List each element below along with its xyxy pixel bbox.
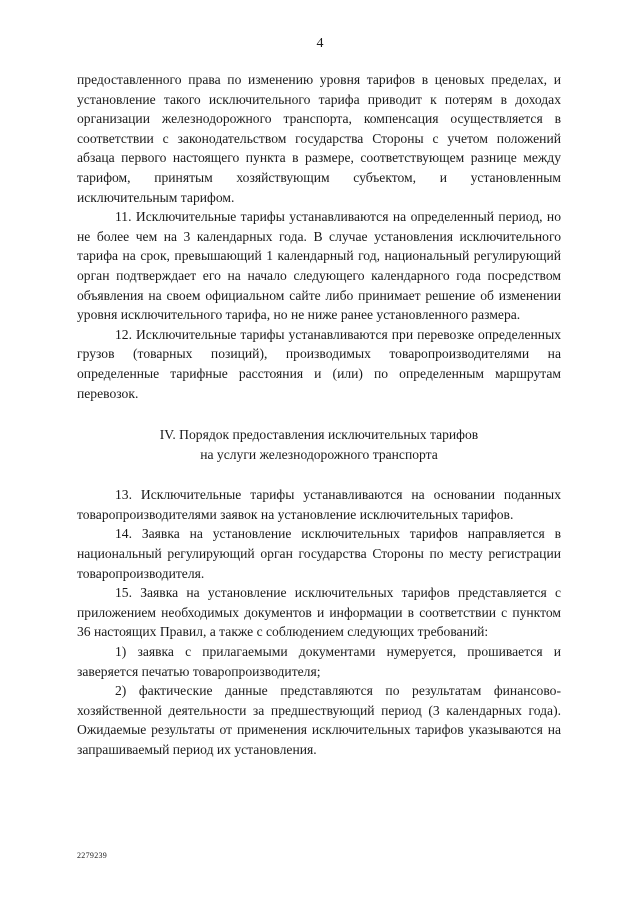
paragraph-subitem-1: 1) заявка с прилагаемыми документами нумеруется, прошивается и заверяется печатью товаропроизводителя; (77, 644, 561, 679)
section-heading-line-1: IV. Порядок предоставления исключительных тарифов (159, 427, 479, 443)
paragraph-item-11: 11. Исключительные тарифы устанавливаются на определенный период, но не более чем на 3 календарных года. В случае установления исключительного тарифа на срок, превышающий 1 календарный год, национальный регулирующий орган подтверждает его на начало следующего календарного года посредством объявления на своем официальном сайте либо принимает решение об изменении уровня исключительного тарифа, но не ниже ранее установленного размера. (77, 209, 561, 323)
paragraph-item-14: 14. Заявка на установление исключительных тарифов направляется в национальный регулирующий орган государства Стороны по месту регистрации товаропроизводителя. (77, 526, 561, 581)
paragraph-item-13: 13. Исключительные тарифы устанавливаются на основании поданных товаропроизводителями заявок на установление исключительных тарифов. (77, 487, 561, 522)
paragraph-subitem-2: 2) фактические данные представляются по результатам финансово-хозяйственной деятельности за предшествующий период (3 календарных года). Ожидаемые результаты от применения исключительных тарифов указываются на запрашиваемый период их установления. (77, 683, 561, 757)
section-heading-line-2: на услуги железнодорожного транспорта (200, 446, 438, 462)
page-number: 4 (316, 36, 324, 51)
document-body (77, 70, 561, 760)
paragraph-item-15: 15. Заявка на установление исключительных тарифов представляется с приложением необходимых документов и информации в соответствии с пунктом 36 настоящих Правил, а также с соблюдением следующих требований: (77, 585, 561, 640)
section-heading (77, 425, 561, 464)
document-code: 2279239 (77, 851, 108, 860)
paragraph-continuation: предоставленного права по изменению уровня тарифов в ценовых пределах, и установление такого исключительного тарифа приводит к потерям в доходах организации железнодорожного транспорта, компенсация осуществляется в соответствии с законодательством государства Стороны с учетом положений абзаца первого настоящего пункта в размере, соответствующем разнице между тарифом, принятым хозяйствующим субъектом, и установленным исключительным тарифом. (77, 72, 561, 205)
paragraph-item-12: 12. Исключительные тарифы устанавливаются при перевозке определенных грузов (товарных позиций), производимых товаропроизводителями на определенные тарифные расстояния и (или) по определенным маршрутам перевозок. (77, 326, 561, 401)
